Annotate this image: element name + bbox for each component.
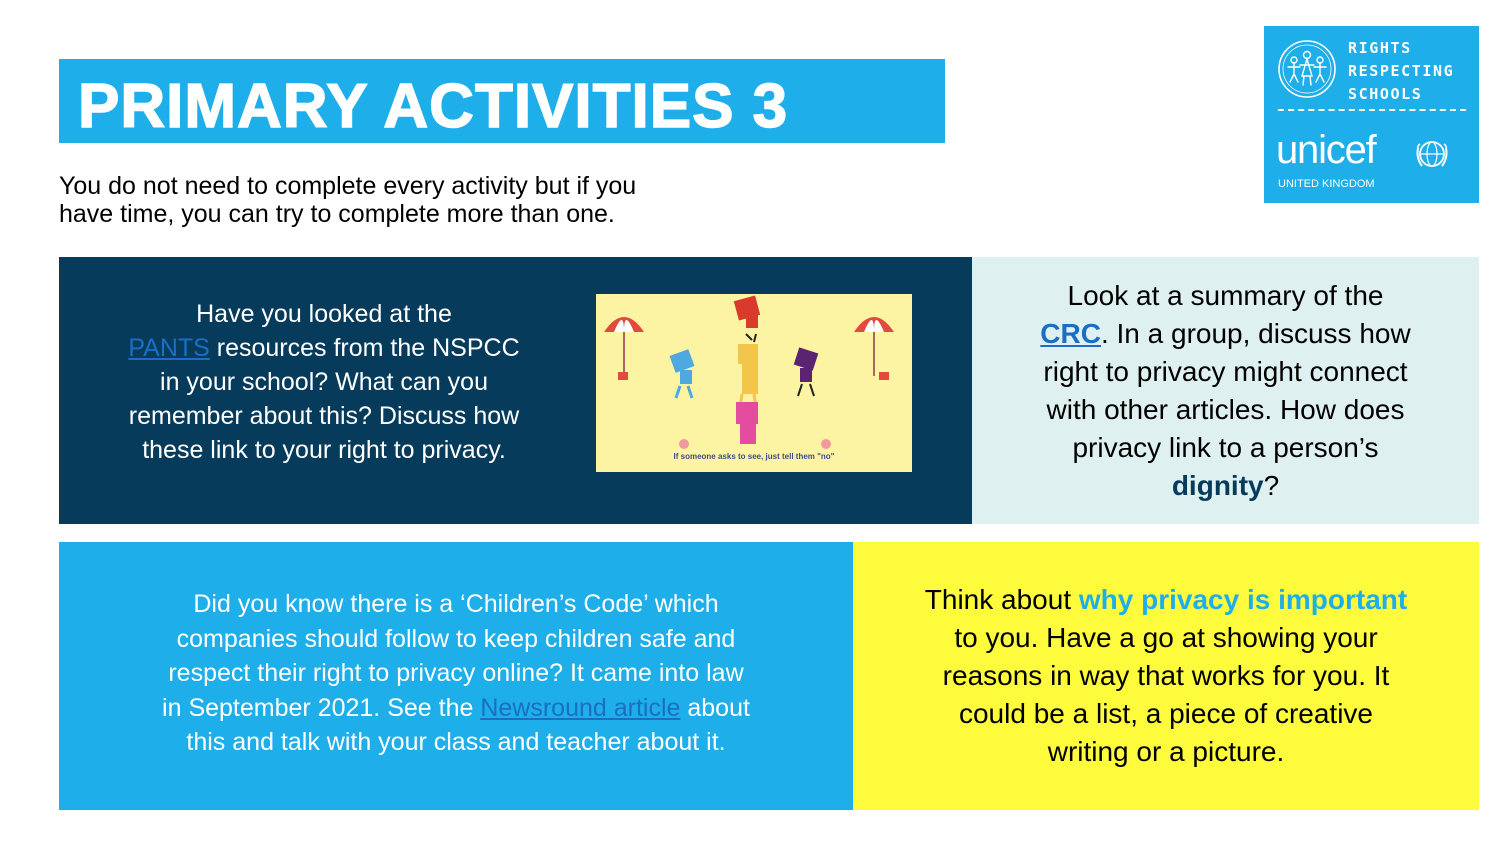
text-line: privacy link to a person’s [1072,432,1379,463]
intro-text [59,172,759,228]
text-line: these link to your right to privacy. [142,436,506,464]
text-span: about [680,693,750,722]
text-line [992,467,1459,505]
text-line [992,315,1459,353]
purple-character [794,347,819,396]
dignity-keyword: dignity [1171,470,1264,501]
text-line: could be a list, a piece of creative [958,698,1373,729]
text-line: remember about this? Discuss how [128,402,520,430]
text-line: with other articles. How does [1046,394,1405,425]
pink-character [736,402,758,444]
rights-respecting-schools-logo [1264,26,1479,203]
unicef-globe-icon [1414,136,1450,172]
logo-respecting-text: RESPECTING [1348,62,1455,80]
beach-umbrella-icon [854,317,894,380]
logo-rights-text: RIGHTS [1348,39,1412,57]
text-line: writing or a picture. [1047,736,1285,767]
text-line: Have you looked at the [196,300,452,328]
text-span: Think about [924,584,1079,615]
text-line: respect their right to privacy online? It came into law [168,659,744,687]
title-banner [59,59,945,143]
blue-character [670,349,695,398]
text-line: to you. Have a go at showing your [954,622,1378,653]
crc-link[interactable]: CRC [1040,318,1101,349]
text-span: . In a group, discuss how [1100,318,1411,349]
logo-schools-text: SCHOOLS [1348,85,1423,103]
childrens-code-text [89,587,823,760]
text-line [873,581,1459,619]
text-line: right to privacy might connect [1043,356,1408,387]
pants-activity-text [89,297,559,467]
yellow-character [738,344,758,408]
unicef-wordmark: unicef [1276,128,1376,172]
pants-activity-panel [59,257,972,524]
crc-activity-text [992,277,1459,505]
childrens-code-activity-panel [59,542,853,810]
beach-umbrella-icon [604,317,644,380]
red-character [734,295,760,342]
pants-link[interactable]: PANTS [128,334,210,362]
text-line: this and talk with your class and teacher about it. [186,728,726,756]
why-privacy-activity-panel [853,542,1479,810]
logo-divider [1278,109,1466,111]
text-span: resources from the NSPCC [209,334,520,362]
page-title: PRIMARY ACTIVITIES 3 [78,72,789,141]
newsround-article-link[interactable]: Newsround article [480,693,681,722]
pants-cartoon-illustration [596,294,912,472]
text-line: Did you know there is a ‘Children’s Code’ which [193,590,719,618]
intro-line: You do not need to complete every activity but if you [59,172,637,200]
text-line [89,331,559,365]
text-line: companies should follow to keep children safe and [176,624,736,653]
children-circle-emblem-icon [1276,38,1338,100]
privacy-important-highlight: why privacy is important [1078,584,1408,615]
why-privacy-text [873,581,1459,771]
thumbnail-caption: If someone asks to see, just tell them "no" [673,452,835,461]
text-line: Look at a summary of the [1067,280,1384,311]
text-line [89,691,823,726]
crc-activity-panel [972,257,1479,524]
text-span: in September 2021. See the [162,693,481,722]
unicef-country: UNITED KINGDOM [1278,178,1375,190]
text-line: reasons in way that works for you. It [942,660,1390,691]
pants-video-thumbnail[interactable] [596,294,912,472]
text-line: in your school? What can you [160,368,488,396]
intro-line: have time, you can try to complete more than one. [59,200,615,228]
text-span: ? [1263,470,1280,501]
